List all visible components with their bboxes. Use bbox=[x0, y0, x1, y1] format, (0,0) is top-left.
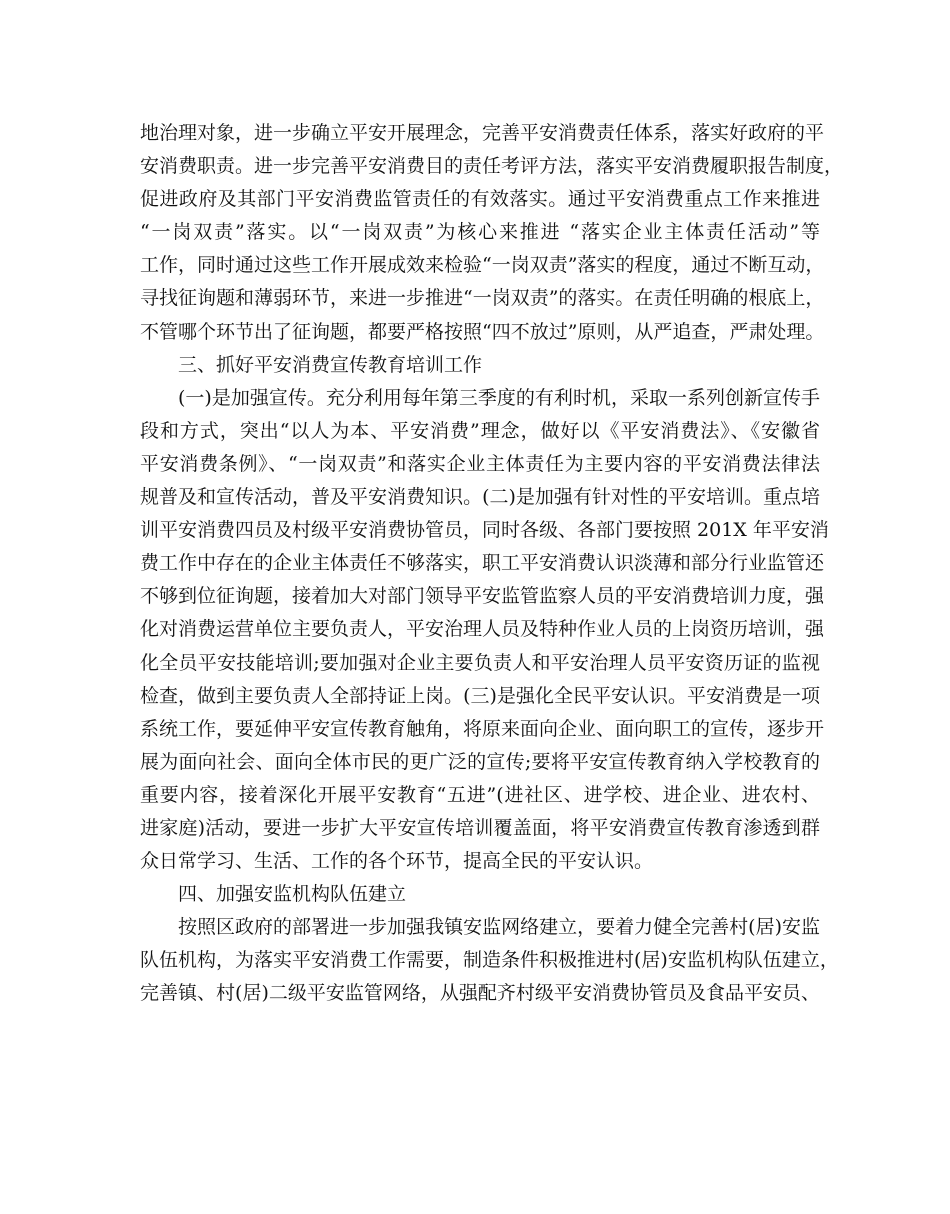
text-line: 促进政府及其部门平安消费监管责任的有效落实。通过平安消费重点工作来推进 bbox=[140, 188, 820, 211]
text-line: 四、加强安监机构队伍建立 bbox=[178, 883, 407, 906]
text-line: 化对消费运营单位主要负责人，平安治理人员及特种作业人员的上岗资历培训，强 bbox=[140, 618, 825, 641]
text-line: 队伍机构，为落实平安消费工作需要，制造条件积极推进村(居)安监机构队伍建立， bbox=[140, 949, 839, 972]
text-line: 寻找征询题和薄弱环节，来进一步推进“一岗双责”的落实。在责任明确的根底上， bbox=[140, 287, 825, 310]
text-line: 按照区政府的部署进一步加强我镇安监网络建立，要着力健全完善村(居)安监 bbox=[178, 916, 820, 939]
text-line: 工作，同时通过这些工作开展成效来检验“一岗双责”落实的程度，通过不断互动， bbox=[140, 254, 825, 277]
text-line: 系统工作，要延伸平安宣传教育触角，将原来面向企业、面向职工的宣传，逐步开 bbox=[140, 717, 825, 740]
text-line: 完善镇、村(居)二级平安监管网络，从强配齐村级平安消费协管员及食品平安员、 bbox=[140, 982, 820, 1005]
text-line: 安消费职责。进一步完善平安消费目的责任考评方法，落实平安消费履职报告制度， bbox=[140, 155, 844, 178]
text-line: 训平安消费四员及村级平安消费协管员，同时各级、各部门要按照 201X 年平安消 bbox=[140, 519, 829, 542]
text-line: 重要内容，接着深化开展平安教育“五进”(进社区、进学校、进企业、进农村、 bbox=[140, 783, 820, 806]
text-line: 三、抓好平安消费宣传教育培训工作 bbox=[178, 353, 483, 376]
text-line: 规普及和宣传活动，普及平安消费知识。(二)是加强有针对性的平安培训。重点培 bbox=[140, 486, 820, 509]
text-line: 不管哪个环节出了征询题，都要严格按照“四不放过”原则，从严追查，严肃处理。 bbox=[140, 320, 825, 343]
text-line: (一)是加强宣传。充分利用每年第三季度的有利时机，采取一系列创新宣传手 bbox=[178, 386, 820, 409]
text-line: “一岗双责”落实。以“一岗双责”为核心来推进 “落实企业主体责任活动”等 bbox=[140, 221, 820, 244]
text-line: 段和方式，突出“以人为本、平安消费”理念，做好以《平安消费法》、《安徽省 bbox=[140, 419, 820, 442]
text-line: 地治理对象，进一步确立平安开展理念，完善平安消费责任体系，落实好政府的平 bbox=[140, 122, 825, 144]
text-line: 检查，做到主要负责人全部持证上岗。(三)是强化全民平安认识。平安消费是一项 bbox=[140, 684, 820, 707]
text-line: 进家庭)活动，要进一步扩大平安宣传培训覆盖面，将平安消费宣传教育渗透到群 bbox=[140, 816, 820, 839]
text-line: 平安消费条例》、“一岗双责”和落实企业主体责任为主要内容的平安消费法律法 bbox=[140, 452, 820, 475]
document-body bbox=[140, 117, 844, 1011]
text-line: 众日常学习、生活、工作的各个环节，提高全民的平安认识。 bbox=[140, 850, 654, 873]
text-line: 化全员平安技能培训;要加强对企业主要负责人和平安治理人员平安资历证的监视 bbox=[140, 651, 820, 674]
text-line: 不够到位征询题，接着加大对部门领导平安监管监察人员的平安消费培训力度，强 bbox=[140, 585, 825, 608]
text-line: 费工作中存在的企业主体责任不够落实，职工平安消费认识淡薄和部分行业监管还 bbox=[140, 552, 825, 575]
text-line: 展为面向社会、面向全体市民的更广泛的宣传;要将平安宣传教育纳入学校教育的 bbox=[140, 750, 820, 773]
